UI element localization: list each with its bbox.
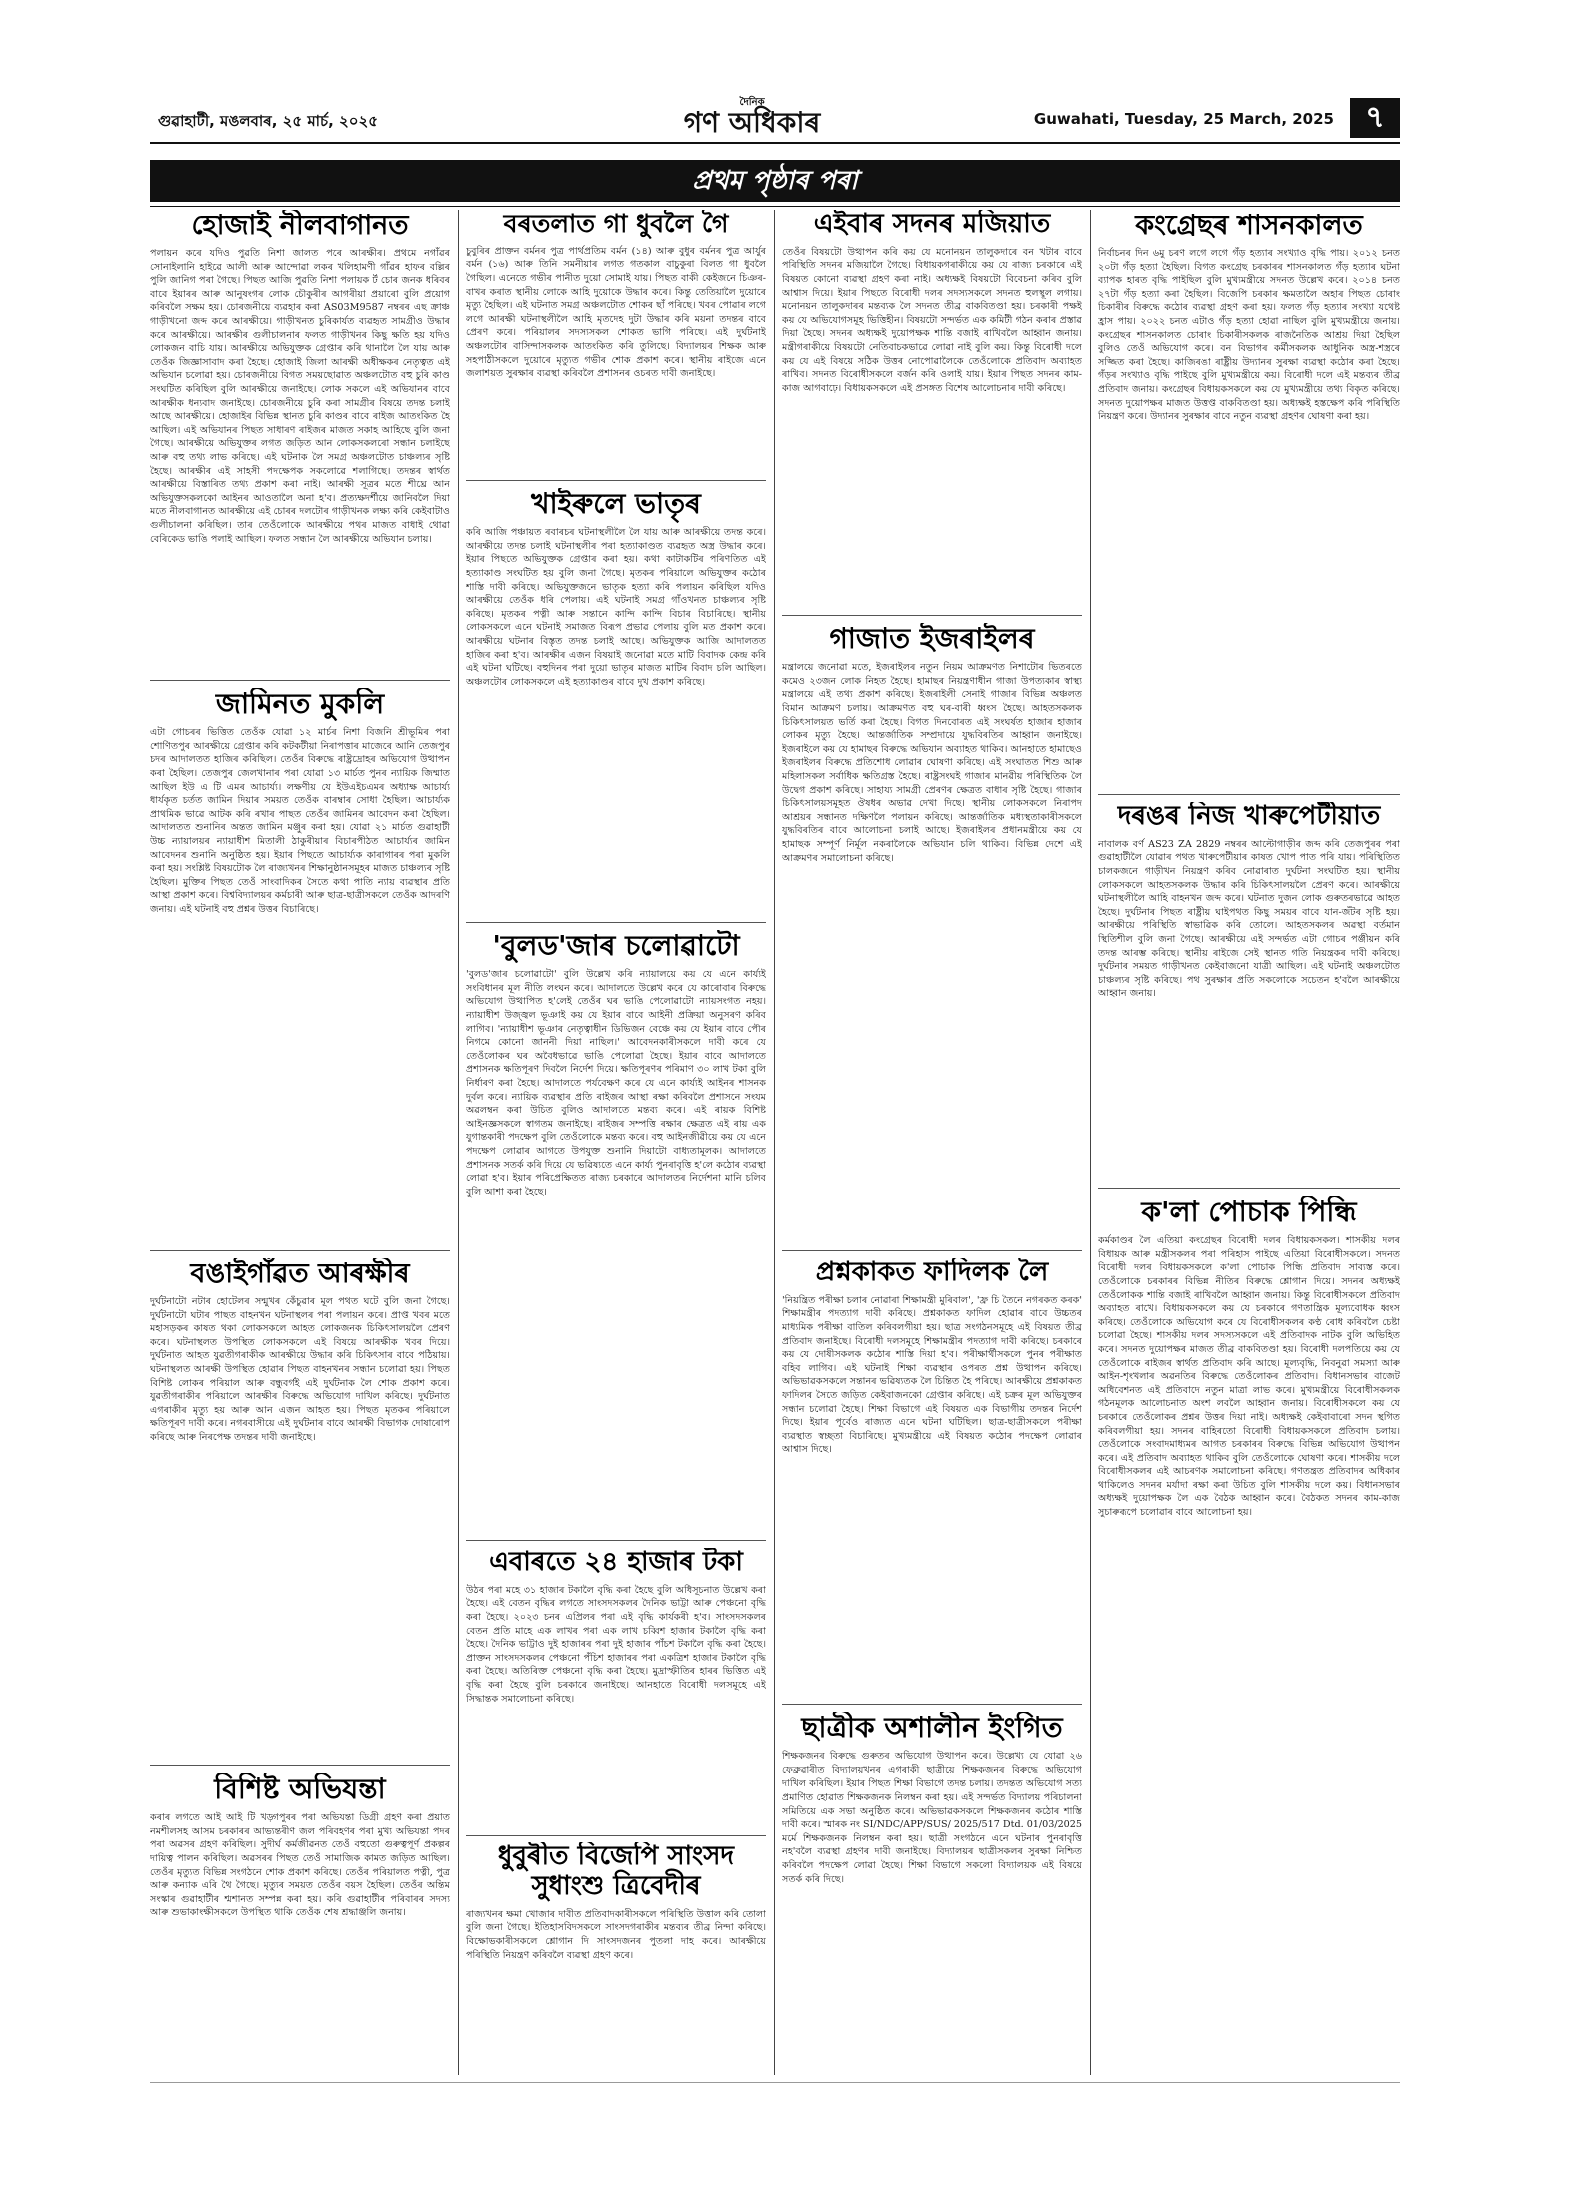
article-engineer	[150, 1773, 450, 2075]
banner-rule	[150, 206, 1400, 207]
story-divider	[466, 1835, 766, 1836]
column-4	[1098, 210, 1400, 2075]
column-1	[150, 210, 450, 2075]
headline: 'বুলড'জাৰ চলোৱাটো	[492, 930, 740, 962]
article-body: তেওঁৰ বিষয়টো উত্থাপন কৰি কয় যে মনোনয়ন তালুকদাৰে বন খটাৰ বাবে পৰিস্থিতি সদনৰ মজিয়ালৈ গৈছে। বিধায়কগৰাকীয়ে কয় যে ৰাজ্য চৰকাৰে এই বিষয়ত কোনো ব্যৱস্থা গ্ৰহণ কৰা নাই। অধ্যক্ষই বিষয়টো বিবেচনা কৰিব বুলি আশ্বাস দিয়ে। ইয়াৰ পিছতে বিৰোধী দলৰ সদস্যসকলে সদনত হুলস্থূল লগায়। মনোনয়ন তালুকদাৰৰ মন্তব্যক লৈ সদনত তীব্ৰ বাকবিতণ্ডা হয়। চৰকাৰী পক্ষই কয় যে অভিযোগসমূহ ভিত্তিহীন। বিষয়টো সন্দৰ্ভত এক কমিটী গঠন কৰাৰ প্ৰস্তাৱ দিয়া হৈছে। সদনৰ অধ্যক্ষই দুয়োপক্ষক শান্তি বজাই ৰাখিবলৈ আহ্বান জনায়। মন্ত্ৰীগৰাকীয়ে বিষয়টো নেতিবাচকভাৱে লোৱা নাই বুলি কয়। কিন্তু বিৰোধী দলে কয় যে এই বিষয়ে সঠিক উত্তৰ নোপোৱালৈকে তেওঁলোকে প্ৰতিবাদ অব্যাহত ৰাখিব। সদনত বিৰোধীসকলে বৰ্জন কৰি ওলাই যায়। ইয়াৰ পিছত সদনৰ কাম-কাজ আগবাঢ়ে। বিধায়কসকলে এই প্ৰসঙ্গত বিশেষ আলোচনাৰ দাবী কৰিছে।	[782, 246, 1082, 394]
article-student	[782, 1712, 1082, 2075]
article-twentyfour	[466, 1548, 766, 1828]
article-jamin	[150, 688, 450, 1244]
story-divider	[1098, 794, 1400, 795]
article-body: কৰাৰ লগতে আই আই টি খড়্গপুৰৰ পৰা অভিযন্তা ডিগ্ৰী গ্ৰহণ কৰা প্ৰয়াত নমশীলসহ আসম চৰকাৰৰ আভ্যন্তৰীণ জল পৰিবহণৰ পৰা মুখ্য অভিযন্তা পদৰ পৰা অৱসৰ গ্ৰহণ কৰিছিল। সুদীৰ্ঘ কৰ্মজীৱনত তেওঁ বহুতো গুৰুত্বপূৰ্ণ প্ৰকল্পৰ দায়িত্ব পালন কৰিছিল। অৱসৰৰ পিছত তেওঁ সামাজিক কামত জড়িত আছিল। তেওঁৰ মৃত্যুত বিভিন্ন সংগঠনে শোক প্ৰকাশ কৰিছে। তেওঁৰ পৰিয়ালত পত্নী, পুত্ৰ আৰু কন্যাক এৰি থৈ গৈছে। মৃত্যুৰ সময়ত তেওঁৰ বয়স হৈছিল। তেওঁৰ অন্তিম সংস্কাৰ গুৱাহাটীৰ শ্মশানত সম্পন্ন কৰা হয়। কৰি গুৱাহাটীৰ পৰিবাৰৰ সদস্য আৰু শুভাকাংক্ষীসকলে উপস্থিত থাকি তেওঁক শেষ শ্ৰদ্ধাঞ্জলি জনায়।	[150, 1812, 450, 1919]
article-bongaigaon	[150, 1258, 450, 1758]
footer-rule	[150, 2082, 1400, 2083]
article-clothes	[1098, 1196, 1400, 2075]
story-divider	[466, 1540, 766, 1541]
header-date-english: Guwahati, Tuesday, 25 March, 2025	[1033, 110, 1334, 128]
header-rule	[150, 142, 1400, 144]
headline: ধুবুৰীত বিজেপি সাংসদ সুধাংশু ত্ৰিবেদীৰ	[497, 1842, 735, 1901]
masthead-title: গণ অধিকাৰ	[683, 106, 821, 139]
article-body: পলায়ন কৰে যদিও পুৱতি নিশা জালত পৰে আৰক্ষীৰ। প্ৰথমে নগাঁৱৰ সোনাইলানি হাইৱে আলী আৰু আন্দোৱা লকৰ খলিহামণী গাঁৱৰ হাফৰ বল্লিৰ পুলি জানিগ পৰা গৈছে। পিছত আজি পুৱতি নিশা পলায়ক ৰ্ট চোৰ জনক ধৰিবৰ বাবে ইয়াৰৰ আৰু আনুষংগৰ লোক চৌকুৰীৰ আগৰীয়া প্ৰয়াৰো বুলি প্ৰয়োগ কৰিবলৈ সক্ষম হয়। চোৰজনীয়ে ব্যৱহাৰ কৰা AS03M9587 নম্বৰৰ এছ ক্ৰাঞ্চ গাড়ীখনো জব্দ কৰে আৰক্ষীয়ে। গাড়ীখনত চুৰিকাৰ্যত ব্যৱহৃত সামগ্ৰীও উদ্ধাৰ কৰে আৰক্ষীয়ে। আৰক্ষীৰ গুলীচালনাৰ ফলত গাড়ীখনৰ কিছু ক্ষতি হয় যদিও লোকজন বাচি যায়। আৰক্ষীয়ে অভিযুক্তক গ্ৰেপ্তাৰ কৰি থানালৈ লৈ যায় আৰু তেওঁক জিজ্ঞাসাবাদ কৰা হৈছে। হোজাই জিলা আৰক্ষী অধীক্ষকৰ নেতৃত্বত এই অভিযান চলোৱা হয়। চোৰজনীয়ে বিগত সময়ছোৱাত অঞ্চলটোত বহু চুৰি কাণ্ড সংঘটিত কৰিছিল বুলি আৰক্ষীয়ে জনাইছে। লোক সকলে এই অভিযানৰ বাবে আৰক্ষীক ধন্যবাদ জনাইছে। চোৰজনীয়ে চুৰি কৰা সামগ্ৰীৰ বিষয়ে তদন্ত চলাই আছে আৰক্ষীয়ে। হোজাইৰ বিভিন্ন স্থানত চুৰি কাণ্ডৰ বাবে ৰাইজ আতংকিত হৈ আছিল। এই অভিযানৰ পিছত সাধাৰণ ৰাইজৰ মাজত সকাহ আহিছে বুলি জনা গৈছে। আৰক্ষীয়ে অভিযুক্তৰ লগত জড়িত আন লোকসকলৰো সন্ধান চলাইছে আৰু বহু তথ্য লাভ কৰিছে। এই ঘটনাক লৈ সমগ্ৰ অঞ্চলটোত চাঞ্চল্যৰ সৃষ্টি হৈছে। আৰক্ষীৰ এই সাহসী পদক্ষেপক সকলোৱে শলাগিছে। তদন্তৰ স্বাৰ্থত আৰক্ষীয়ে বিস্তাৰিত তথ্য প্ৰকাশ কৰা নাই। আৰক্ষী সূত্ৰৰ মতে শীঘ্ৰে আন অভিযুক্তসকলকো আইনৰ আওতালৈ অনা হ'ব। প্ৰত্যক্ষদৰ্শীয়ে জানিবলৈ দিয়া মতে নীলবাগানত আৰক্ষীয়ে এই চোৰৰ দলটোৰ গাড়ীখনক লক্ষ্য কৰি কেইবাটাও গুলীচালনা কৰিছিল। তাৰ তেওঁলোকে আৰক্ষীয়ে পথৰ মাজত বাধাই থোৱা বেৰিকেড ভাঙি পলাই আছিল। ফলত সন্ধান লৈ আৰক্ষীয়ে অভিযান চলায়।	[150, 248, 450, 545]
column-divider	[458, 210, 459, 2075]
story-divider	[150, 680, 450, 681]
headline: জামিনত মুকলি	[215, 688, 385, 720]
headline: এবাৰতে ২৪ হাজাৰ টকা	[489, 1548, 743, 1577]
headline: বঙাইগাঁৱত আৰক্ষীৰ	[190, 1258, 410, 1289]
column-divider	[1090, 210, 1091, 2075]
article-body: 'বুলড'জাৰ চলোৱাটো' বুলি উল্লেখ কৰি ন্যায়ালয়ে কয় যে এনে কাৰ্য্যই সংবিধানৰ মূল নীতি লংঘন কৰে। আদালতে উল্লেখ কৰে যে কাৰোবাৰ বিৰুদ্ধে অভিযোগ উত্থাপিত হ'লেই তেওঁৰ ঘৰ ভাঙি পেলোৱাটো ন্যায়সংগত নহয়। ন্যায়াধীশ উজ্জ্বল ভূঞাই কয় যে ইয়াৰ বাবে আইনী প্ৰক্ৰিয়া অনুসৰণ কৰিব লাগিব। 'ন্যায়াধীশ ভূঞাৰ নেতৃত্বাধীন ডিভিজন বেঞ্চে কয় যে ইয়াৰ বাবে পৌৰ নিগমে কোনো জাননী দিয়া নাছিল।' আবেদনকাৰীসকলে দাবী কৰে যে তেওঁলোকৰ ঘৰ অবৈধভাৱে ভাঙি পেলোৱা হৈছে। ইয়াৰ বাবে আদালতে প্ৰশাসনক ক্ষতিপূৰণ দিবলৈ নিৰ্দেশ দিয়ে। ক্ষতিপূৰণৰ পৰিমাণ ৩০ লাখ টকা বুলি নিৰ্ধাৰণ কৰা হৈছে। আদালতে পৰ্যবেক্ষণ কৰে যে এনে কাৰ্য্যই আইনৰ শাসনক দুৰ্বল কৰে। ন্যায়িক ব্যৱস্থাৰ প্ৰতি ৰাইজৰ আস্থা ৰক্ষা কৰিবলৈ প্ৰশাসনে সংযম অৱলম্বন কৰা উচিত বুলিও আদালতে মন্তব্য কৰে। এই ৰায়ক বিশিষ্ট আইনজ্ঞসকলে স্বাগতম জনাইছে। ৰাইজৰ সম্পত্তি ৰক্ষাৰ ক্ষেত্ৰত এই ৰায় এক যুগান্তকাৰী পদক্ষেপ বুলি তেওঁলোকে মন্তব্য কৰে। বহু আইনজীৱীয়ে কয় যে এনে পদক্ষেপ লোৱাৰ আগতে উপযুক্ত শুনানি দিয়াটো বাধ্যতামূলক। আদালতে প্ৰশাসনক সতৰ্ক কৰি দিয়ে যে ভৱিষ্যতে এনে কাৰ্য্য পুনৰাবৃত্তি হ'লে কঠোৰ ব্যৱস্থা লোৱা হ'ব। ইয়াৰ পৰিপ্ৰেক্ষিতত ৰাজ্য চৰকাৰে আদালতৰ নিৰ্দেশনা মানি চলিব বুলি আশা কৰা হৈছে।	[466, 969, 766, 1198]
headline: গাজাত ইজৰাইলৰ	[829, 623, 1035, 655]
header-date-assamese: গুৱাহাটী, মঙলবাৰ, ২৫ মাৰ্চ, ২০২৫	[158, 112, 379, 130]
masthead	[642, 98, 862, 140]
article-body: নিৰ্বাচনৰ দিন ৬মু চৰণ লগে লগে গঁড় হত্যাৰ সংখ্যাও বৃদ্ধি পায়। ২০১২ চনত ২০টা গঁড় হত্যা হৈছিল। বিগত কংগ্ৰেছ চৰকাৰৰ শাসনকালত গঁড় হত্যাৰ ঘটনা ব্যাপক হাৰত বৃদ্ধি পাইছিল বুলি মুখ্যমন্ত্ৰীয়ে সদনত উল্লেখ কৰে। ২০১৪ চনত ২৭টা গঁড় হত্যা কৰা হৈছিল। বিজেপি চৰকাৰ ক্ষমতালৈ অহাৰ পিছত চোৰাং চিকাৰীৰ বিৰুদ্ধে কঠোৰ ব্যৱস্থা গ্ৰহণ কৰা হয়। ফলত গঁড় হত্যাৰ সংখ্যা যথেষ্ট হ্ৰাস পায়। ২০২২ চনত এটাও গঁড় হত্যা হোৱা নাছিল বুলি মুখ্যমন্ত্ৰীয়ে জনায়। কংগ্ৰেছৰ শাসনকালত চোৰাং চিকাৰীসকলক ৰাজনৈতিক আশ্ৰয় দিয়া হৈছিল বুলিও তেওঁ অভিযোগ কৰে। বন বিভাগৰ কৰ্মীসকলক আধুনিক অস্ত্ৰ-শস্ত্ৰৰে সজ্জিত কৰা হৈছে। কাজিৰঙা ৰাষ্ট্ৰীয় উদ্যানৰ সুৰক্ষা ব্যৱস্থা কঠোৰ কৰা হৈছে। গঁড়ৰ সংখ্যাও বৃদ্ধি পাইছে বুলি মুখ্যমন্ত্ৰীয়ে কয়। বিৰোধী দলে এই মন্তব্যৰ তীব্ৰ প্ৰতিবাদ জনায়। কংগ্ৰেছৰ বিধায়কসকলে কয় যে মুখ্যমন্ত্ৰীয়ে তথ্য বিকৃত কৰিছে। সদনত দুয়োপক্ষৰ মাজত উত্তপ্ত বাকবিতণ্ডা হয়। অধ্যক্ষই হস্তক্ষেপ কৰি পৰিস্থিতি নিয়ন্ত্ৰণ কৰে। উদ্যানৰ সুৰক্ষাৰ বাবে নতুন ব্যৱস্থা গ্ৰহণৰ ঘোষণা কৰা হয়।	[1098, 248, 1400, 423]
column-divider	[774, 210, 775, 2075]
article-dhubri	[466, 1842, 766, 2075]
headline: দৰঙৰ নিজ খাৰুপেটীয়াত	[1117, 802, 1381, 831]
headline: প্ৰশ্নকাকত ফাদিলক লৈ	[815, 1258, 1049, 1287]
article-body: এটা গোচৰৰ ভিত্তিত তেওঁক যোৱা ১২ মাৰ্চৰ নিশা বিজনি শ্ৰীভূমিৰ পৰা শোণিতপুৰ আৰক্ষীয়ে গ্ৰেপ্তাৰ কৰি কটকটীয়া নিৰাপত্তাৰ মাজেৰে আনি তেজপুৰ চদৰ আদালতত হাজিৰ কৰিছিল। তেওঁৰ বিৰুদ্ধে ৰাষ্ট্ৰদ্ৰোহৰ অভিযোগ উত্থাপন কৰা হৈছিল। তেজপুৰ জেলখানাৰ পৰা যোৱা ১৩ মাৰ্চত পুনৰ ন্যায়িক জিম্মাত আছিল ইউ এ টি এমৰ আচাৰ্য্য। লক্ষণীয় যে ইউএইচএমৰ অধ্যাক্ষ আচাৰ্য্য ধাৰ্যকৃত চৰ্তত জামিন দিয়াৰ সময়ত তেওঁক বাৰম্বাৰ সোধা হৈছিল। আচাৰ্য্যক প্ৰাথমিক ভাৱে আটক কৰি ৰখাৰ পাছত তেওঁৰ জামিনৰ আবেদন কৰা হৈছিল। আদালতত শুনানিৰ অন্তত জামিন মঞ্জুৰ কৰা হয়। যোৱা ২১ মাৰ্চত গুৱাহাটী উচ্চ ন্যায়ালয়ৰ ন্যায়াধীশ মিতালী ঠাকুৰীয়াৰ বিচাৰপীঠত আচাৰ্য্যৰ জামিন আবেদনৰ শুনানি অনুষ্ঠিত হয়। ইয়াৰ পিছতে আচাৰ্য্যক কাৰাগাৰৰ পৰা মুকলি কৰা হয়। সংশ্লিষ্ট বিষয়টোক লৈ ৰাজ্যখনৰ শিক্ষানুষ্ঠানসমূহৰ মাজত চাঞ্চল্যৰ সৃষ্টি হৈছিল। মুক্তিৰ পিছত তেওঁ সাংবাদিকৰ সৈতে কথা পাতি ন্যায় ব্যৱস্থাৰ প্ৰতি আস্থা প্ৰকাশ কৰে। বিশ্ববিদ্যালয়ৰ কৰ্মচাৰী আৰু ছাত্ৰ-ছাত্ৰীসকলে তেওঁক আদৰণি জনায়। এই ঘটনাই বহু প্ৰশ্নৰ উত্তৰ বিচাৰিছে।	[150, 727, 450, 915]
story-divider	[150, 1250, 450, 1251]
article-body: উঠৰ পৰা মহে ৩১ হাজাৰ টকালৈ বৃদ্ধি কৰা হৈছে বুলি অধিসূচনাত উল্লেখ কৰা হৈছে। এই বেতন বৃদ্ধিৰ লগতে সাংসদসকলৰ দৈনিক ভাট্টা আৰু পেঞ্চনো বৃদ্ধি কৰা হৈছে। ২০২৩ চনৰ এপ্ৰিলৰ পৰা এই বৃদ্ধি কাৰ্যকৰী হ'ব। সাংসদসকলৰ বেতন প্ৰতি মাহে এক লাখৰ পৰা এক লাখ চব্বিশ হাজাৰ টকালৈ বৃদ্ধি কৰা হৈছে। দৈনিক ভাট্টাও দুই হাজাৰৰ পৰা দুই হাজাৰ পাঁচশ টকালৈ বৃদ্ধি কৰা হৈছে। প্ৰাক্তন সাংসদসকলৰ পেঞ্চনো পঁচিশ হাজাৰৰ পৰা একত্ৰিশ হাজাৰ টকালৈ বৃদ্ধি কৰা হৈছে। অতিৰিক্ত পেঞ্চনো বৃদ্ধি কৰা হৈছে। মুদ্ৰাস্ফীতিৰ হাৰৰ ভিত্তিত এই বৃদ্ধি কৰা হৈছে বুলি চৰকাৰে জনাইছে। আনহাতে বিৰোধী দলসমূহে এই সিদ্ধান্তক সমালোচনা কৰিছে।	[466, 1584, 766, 1705]
article-columns	[150, 210, 1400, 2075]
article-gajat	[782, 623, 1082, 1245]
page-number: ৭	[1350, 98, 1400, 138]
headline: ছাত্ৰীক অশালীন ইংগিত	[801, 1712, 1063, 1744]
story-divider	[466, 480, 766, 481]
article-barlal	[466, 210, 766, 475]
article-body: দুৰ্ঘটনাটো নটাৰ হোটেলৰ সন্মুখৰ কেঁচুৱাৰ মূল পথত ঘটে বুলি জনা গৈছে। দুৰ্ঘটনাটো ঘটাৰ পাছত বাহনখন ঘটনাস্থলৰ পৰা পলায়ন কৰে। প্ৰাপ্ত খবৰ মতে মহাসড়কৰ কাষত থকা লোকসকলে আহত লোকজনক চিকিৎসালয়লৈ প্ৰেৰণ কৰে। ঘটনাস্থলত উপস্থিত লোকসকলে এই বিষয়ে আৰক্ষীক খবৰ দিয়ে। দুৰ্ঘটনাত আহত যুৱতীগৰাকীক আৰক্ষীয়ে উদ্ধাৰ কৰি চিকিৎসাৰ বাবে পঠিয়ায়। ঘটনাস্থলত আৰক্ষী উপস্থিত হোৱাৰ পিছত বাহনখনৰ সন্ধান চলোৱা হয়। পিছত বিশিষ্ট লোকৰ পৰিয়াল আৰু বন্ধুবৰ্গই এই দুৰ্ঘটনাক লৈ শোক প্ৰকাশ কৰে। যুৱতীগৰাকীৰ পৰিয়ালে আৰক্ষীৰ বিৰুদ্ধে অভিযোগ দাখিল কৰিছে। দুৰ্ঘটনাত এগৰাকীৰ মৃত্যু হয় আৰু আন এজন আহত হয়। পিছত মৃতকৰ পৰিয়ালে ক্ষতিপূৰণ দাবী কৰে। নগৰবাসীয়ে এই দুৰ্ঘটনাৰ বাবে আৰক্ষী বিভাগক দোষাৰোপ কৰিছে আৰু নিৰপেক্ষ তদন্তৰ দাবী জনাইছে।	[150, 1296, 450, 1443]
article-body: মন্ত্ৰালয়ে জনোৱা মতে, ইজৰাইলৰ নতুন নিয়ম আক্ৰমণত নিশাটোৰ ভিতৰতে কমেও ২৩জন লোক নিহত হৈছে। হামাছৰ নিয়ন্ত্ৰণাধীন গাজা উপত্যকাৰ স্বাস্থ্য মন্ত্ৰালয়ে এই তথ্য প্ৰকাশ কৰিছে। ইজৰাইলী সেনাই গাজাৰ বিভিন্ন অঞ্চলত বিমান আক্ৰমণ চলায়। আক্ৰমণত বহু ঘৰ-বাৰী ধ্বংস হৈছে। আহতসকলক চিকিৎসালয়ত ভৰ্তি কৰা হৈছে। বিগত দিনবোৰত এই সংঘৰ্ষত হাজাৰ হাজাৰ লোকৰ মৃত্যু হৈছে। আন্তৰ্জাতিক সম্প্ৰদায়ে যুদ্ধবিৰতিৰ আহ্বান জনাইছে। ইজৰাইলে কয় যে হামাছৰ বিৰুদ্ধে অভিযান অব্যাহত থাকিব। আনহাতে হামাছেও ইজৰাইলৰ বিৰুদ্ধে প্ৰতিশোধ লোৱাৰ ঘোষণা কৰিছে। এই সংঘাতত শিশু আৰু মহিলাসকল সৰ্বাধিক ক্ষতিগ্ৰস্ত হৈছে। ৰাষ্ট্ৰসংঘই গাজাৰ মানৱীয় পৰিস্থিতিক লৈ উদ্বেগ প্ৰকাশ কৰিছে। সাহায্য সামগ্ৰী প্ৰেৰণৰ ক্ষেত্ৰত বাধাৰ সৃষ্টি হৈছে। গাজাৰ চিকিৎসালয়সমূহত ঔষধৰ অভাৱ দেখা দিছে। স্থানীয় লোকসকলে নিৰাপদ আশ্ৰয়ৰ সন্ধানত দক্ষিণলৈ পলায়ন কৰিছে। আন্তৰ্জাতিক মধ্যস্থতাকাৰীসকলে যুদ্ধবিৰতিৰ বাবে আলোচনা চলাই আছে। ইজৰাইলৰ প্ৰধানমন্ত্ৰীয়ে কয় যে হামাছক সম্পূৰ্ণ নিৰ্মূল নকৰালৈকে অভিযান চলি থাকিব। বিভিন্ন দেশে এই আক্ৰমণৰ সমালোচনা কৰিছে।	[782, 662, 1082, 864]
article-congress	[1098, 210, 1400, 788]
article-body: নাবালক বৰ্ণ AS23 ZA 2829 নম্বৰৰ আল্টোগাড়ীৰ জব্দ কৰি তেজপুৰৰ পৰা গুৱাহাটীলৈ যোৱাৰ পথত খাৰুপেটীয়াৰ কাষত খোপ পাত পৰি যায়। পৰিস্থিতিত চালকজনে গাড়ীখন নিয়ন্ত্ৰণ কৰিব নোৱাৰাত দুৰ্ঘটনা সংঘটিত হয়। স্থানীয় লোকসকলে আহতসকলক উদ্ধাৰ কৰি চিকিৎসালয়লৈ প্ৰেৰণ কৰে। আৰক্ষীয়ে ঘটনাস্থলীলৈ আহি বাহনখন জব্দ কৰে। ঘটনাত দুজন লোক গুৰুতৰভাৱে আহত হৈছে। দুৰ্ঘটনাৰ পিছত ৰাষ্ট্ৰীয় ঘাইপথত কিছু সময়ৰ বাবে যান-জঁটৰ সৃষ্টি হয়। আৰক্ষীয়ে পৰিস্থিতি স্বাভাৱিক কৰি তোলে। আহতসকলৰ অৱস্থা বৰ্তমান স্থিতিশীল বুলি জনা গৈছে। আৰক্ষীয়ে এই সন্দৰ্ভত এটা গোচৰ পঞ্জীয়ন কৰি তদন্ত আৰম্ভ কৰিছে। স্থানীয় ৰাইজে সেই স্থানত গতি নিয়ন্ত্ৰকৰ দাবী কৰিছে। দুৰ্ঘটনাৰ সময়ত গাড়ীখনত কেইবাজনো যাত্ৰী আছিল। এই ঘটনাই অঞ্চলটোত চাঞ্চল্যৰ সৃষ্টি কৰিছে। পথ সুৰক্ষাৰ প্ৰতি সকলোকে সচেতন হ'বলৈ আৰক্ষীয়ে আহ্বান জনায়।	[1098, 838, 1400, 1000]
column-3	[782, 210, 1082, 2075]
article-hojai	[150, 210, 450, 675]
story-divider	[466, 922, 766, 923]
article-bulldozer	[466, 930, 766, 1535]
headline: বিশিষ্ট অভিযন্তা	[214, 1773, 386, 1805]
article-body: ৰাজ্যখনৰ ক্ষমা খোজাৰ দাবীত প্ৰতিবাদকাৰীসকলে পৰিস্থিতি উত্তাল কৰি তোলা বুলি জনা গৈছে। ইতিহাসবিদসকলে সাংসদগৰাকীৰ মন্তব্যৰ তীব্ৰ নিন্দা কৰিছে। বিক্ষোভকাৰীসকলে শ্লোগান দি সাংসদজনৰ পুতলা দাহ কৰে। আৰক্ষীয়ে পৰিস্থিতি নিয়ন্ত্ৰণ কৰিবলৈ ব্যৱস্থা গ্ৰহণ কৰে।	[466, 1908, 766, 1961]
headline: কংগ্ৰেছৰ শাসনকালত	[1135, 210, 1363, 241]
article-body: শিক্ষকজনৰ বিৰুদ্ধে গুৰুতৰ অভিযোগ উত্থাপন কৰে। উল্লেখ্য যে যোৱা ২৬ ফেব্ৰুৱাৰীত বিদ্যালয়খনৰ এগৰাকী ছাত্ৰীয়ে শিক্ষকজনৰ বিৰুদ্ধে অভিযোগ দাখিল কৰিছিল। ইয়াৰ পিছত শিক্ষা বিভাগে তদন্ত চলায়। তদন্তত অভিযোগ সত্য প্ৰমাণিত হোৱাত শিক্ষকজনক নিলম্বন কৰা হয়। এই সন্দৰ্ভত বিদ্যালয় পৰিচালনা সমিতিয়ে এক সভা অনুষ্ঠিত কৰে। অভিভাৱকসকলে শিক্ষকজনৰ কঠোৰ শাস্তি দাবী কৰে। স্মাৰক নং SI/NDC/APP/SUS/ 2025/517 Dtd. 01/03/2025 মৰ্মে শিক্ষকজনক নিলম্বন কৰা হয়। ছাত্ৰী সংগঠনে এনে ঘটনাৰ পুনৰাবৃত্তি নহ'বলৈ ব্যৱস্থা গ্ৰহণৰ দাবী জনাইছে। বিদ্যালয়ৰ ছাত্ৰীসকলৰ সুৰক্ষা নিশ্চিত কৰিবলৈ পদক্ষেপ লোৱা হৈছে। শিক্ষা বিভাগে সকলো বিদ্যালয়ক এই বিষয়ে সতৰ্ক কৰি দিছে।	[782, 1751, 1082, 1885]
article-khairule	[466, 488, 766, 916]
page-header	[150, 98, 1400, 150]
article-question	[782, 1258, 1082, 1698]
story-divider	[782, 1704, 1082, 1705]
column-2	[466, 210, 766, 2075]
story-divider	[1098, 1188, 1400, 1189]
article-body: কৰি আজি পঞ্চায়ত ৰবাৰচৰ ঘটনাস্থলীলৈ লৈ যায় আৰু আৰক্ষীয়ে তদন্ত কৰে। আৰক্ষীয়ে তদন্ত চলাই ঘটনাস্থলীৰ পৰা হত্যাকাণ্ডত ব্যৱহৃত অস্ত্ৰ উদ্ধাৰ কৰে। ইয়াৰ পিছতে অভিযুক্তক গ্ৰেপ্তাৰ কৰা হয়। কথা কাটাকটিৰ পৰিণতিত এই হত্যাকাণ্ড সংঘটিত হয় বুলি জনা গৈছে। মৃতকৰ পৰিয়ালে অভিযুক্তৰ কঠোৰ শাস্তি দাবী কৰিছে। অভিযুক্তজনে ভাতৃক হত্যা কৰি পলায়ন কৰিছিল যদিও আৰক্ষীয়ে তেওঁক ধৰি পেলায়। এই ঘটনাই সমগ্ৰ গাঁওখনত চাঞ্চল্যৰ সৃষ্টি কৰিছে। মৃতকৰ পত্নী আৰু সন্তানে কান্দি কান্দি বিচাৰ বিচাৰিছে। স্থানীয় লোকসকলে এনে ঘটনাই সমাজত বিৰূপ প্ৰভাৱ পেলায় বুলি মত প্ৰকাশ কৰে। আৰক্ষীয়ে ঘটনাৰ বিস্তৃত তদন্ত চলাই আছে। অভিযুক্তক আজি আদালতত হাজিৰ কৰা হ'ব। আৰক্ষীৰ এজন বিষয়াই জনোৱা মতে মাটি বিবাদক কেন্দ্ৰ কৰি এই ঘটনা ঘটিছে। বহুদিনৰ পৰা দুয়ো ভাতৃৰ মাজত মাটিৰ বিবাদ চলি আছিল। অঞ্চলটোৰ লোকসকলে এই হত্যাকাণ্ডৰ বাবে দুখ প্ৰকাশ কৰিছে।	[466, 527, 766, 688]
headline: বৰতলাত গা ধুবলৈ গৈ	[503, 210, 729, 238]
story-divider	[782, 615, 1082, 616]
headline: হোজাই নীলবাগানত	[191, 210, 409, 241]
article-body: কৰ্মকাণ্ডৰ লৈ এতিয়া কংগ্ৰেছৰ বিৰোধী দলৰ বিধায়কসকল। শাসকীয় দলৰ বিধায়ক আৰু মন্ত্ৰীসকলৰ পৰা পৰিহাস পাইছে এতিয়া বিৰোধীসকলে। সদনত বিৰোধী দলৰ বিধায়কসকলে ক'লা পোচাক পিন্ধি প্ৰতিবাদ সাব্যস্ত কৰে। তেওঁলোকে চৰকাৰৰ বিভিন্ন নীতিৰ বিৰুদ্ধে শ্লোগান দিয়ে। সদনৰ অধ্যক্ষই তেওঁলোকক শান্তি বজাই ৰাখিবলৈ আহ্বান জনায়। কিন্তু বিৰোধীসকলে প্ৰতিবাদ অব্যাহত ৰাখে। বিধায়কসকলে কয় যে চৰকাৰে গণতান্ত্ৰিক মূল্যবোধক ধ্বংস কৰিছে। তেওঁলোকে অভিযোগ কৰে যে বিৰোধীসকলৰ কণ্ঠ ৰোধ কৰিবলৈ চেষ্টা চলোৱা হৈছে। শাসকীয় দলৰ সদস্যসকলে এই প্ৰতিবাদক নাটক বুলি অভিহিত কৰে। সদনত দুয়োপক্ষৰ মাজত তীব্ৰ বাকবিতণ্ডা হয়। বিৰোধী দলপতিয়ে কয় যে তেওঁলোকে ৰাইজৰ স্বাৰ্থত প্ৰতিবাদ কৰি আছে। মূল্যবৃদ্ধি, নিবনুৱা সমস্যা আৰু আইন-শৃংখলাৰ অৱনতিৰ বিৰুদ্ধে তেওঁলোকৰ প্ৰতিবাদ। বিধানসভাৰ বাজেট অধিবেশনত এই প্ৰতিবাদে নতুন মাত্ৰা লাভ কৰে। মুখ্যমন্ত্ৰীয়ে বিৰোধীসকলক গঠনমূলক আলোচনাত অংশ লবলৈ আহ্বান জনায়। বিৰোধীসকলে কয় যে চৰকাৰে তেওঁলোকৰ প্ৰশ্নৰ উত্তৰ দিয়া নাই। অধ্যক্ষই কেইবাবাৰো সদন স্থগিত কৰিবলগীয়া হয়। সদনৰ বাহিৰতো বিৰোধী বিধায়কসকলে প্ৰতিবাদ চলায়। তেওঁলোকে সংবাদমাধ্যমৰ আগত চৰকাৰৰ বিৰুদ্ধে বিভিন্ন অভিযোগ উত্থাপন কৰে। এই প্ৰতিবাদ অব্যাহত থাকিব বুলি তেওঁলোকে ঘোষণা কৰে। শাসকীয় দলে বিৰোধীসকলৰ এই আচৰণক সমালোচনা কৰিছে। গণতন্ত্ৰত প্ৰতিবাদৰ অধিকাৰ থাকিলেও সদনৰ মৰ্যাদা ৰক্ষা কৰা উচিত বুলি শাসকীয় দলে কয়। বিধানসভাৰ অধ্যক্ষই দুয়োপক্ষক লৈ এক বৈঠক আহ্বান কৰে। বৈঠকত সদনৰ কাম-কাজ সুচাৰুৰূপে চলোৱাৰ বাবে আলোচনা হয়।	[1098, 1235, 1400, 1519]
story-divider	[782, 1250, 1082, 1251]
masthead-tagline: দৈনিক	[739, 97, 765, 108]
section-banner: প্ৰথম পৃষ্ঠাৰ পৰা	[150, 160, 1400, 202]
article-body: 'নিয়ন্ত্ৰিত পৰীক্ষা চলাৰ নোৱাৰা শিক্ষামন্ত্ৰী মুৰিবাল', 'ফ্ৰ চি তৈনে নগৰকত কৰক' শিক্ষামন্ত্ৰীৰ পদত্যাগ দাবী কৰিছে। প্ৰশ্নকাকত ফাদিল হোৱাৰ বাবে উচ্চতৰ মাধ্যমিক পৰীক্ষা বাতিল কৰিবলগীয়া হয়। ছাত্ৰ সংগঠনসমূহে এই বিষয়ত তীব্ৰ প্ৰতিবাদ জনাইছে। বিৰোধী দলসমূহে শিক্ষামন্ত্ৰীৰ পদত্যাগ দাবী কৰিছে। চৰকাৰে কয় যে দোষীসকলক কঠোৰ শাস্তি দিয়া হ'ব। পৰীক্ষাৰ্থীসকলে পুনৰ পৰীক্ষাত বহিব লাগিব। এই ঘটনাই শিক্ষা ব্যৱস্থাৰ ওপৰত প্ৰশ্ন উত্থাপন কৰিছে। অভিভাৱকসকলে সন্তানৰ ভৱিষ্যতক লৈ চিন্তিত হৈ পৰিছে। আৰক্ষীয়ে প্ৰশ্নকাকত ফাদিলৰ সৈতে জড়িত কেইবাজনকো গ্ৰেপ্তাৰ কৰিছে। এই চক্ৰৰ মূল অভিযুক্তৰ সন্ধান চলোৱা হৈছে। শিক্ষা বিভাগে এই বিষয়ত এক বিভাগীয় তদন্তৰ নিৰ্দেশ দিছে। ইয়াৰ পূৰ্বেও ৰাজ্যত এনে ঘটনা ঘটিছিল। ছাত্ৰ-ছাত্ৰীসকলে পৰীক্ষা ব্যৱস্থাত স্বচ্ছতা বিচাৰিছে। মুখ্যমন্ত্ৰীয়ে এই বিষয়ত কঠোৰ পদক্ষেপ লোৱাৰ আশ্বাস দিছে।	[782, 1294, 1082, 1456]
article-this-time	[782, 210, 1082, 610]
article-darang	[1098, 802, 1400, 1182]
story-divider	[150, 1765, 450, 1766]
headline: খাইৰুলে ভাতৃৰ	[531, 488, 701, 520]
article-body: চুবুৰিৰ প্ৰাক্তন বৰ্মনৰ পুত্ৰ পাৰ্থপ্ৰতিম বৰ্মন (১৪) আৰু বুধুৰ বৰ্মনৰ পুত্ৰ আৰ্যুৰ বৰ্মন (১৬) আৰু তিনি সমনীয়াৰ লগত গতকাল বাচুকুৰা বিলত গা ধুবলৈ গৈছিল। এনেতে গভীৰ পানীত দুয়ো সোমাই যায়। পিছত বাকী কেইজনে চিঞৰ-বাখৰ কৰাত স্থানীয় লোকে আহি দুয়োকে উদ্ধাৰ কৰে। কিন্তু তেতিয়ালৈ দুয়োৰে মৃত্যু হৈছিল। এই ঘটনাত সমগ্ৰ অঞ্চলটোত শোকৰ ছাঁ পৰিছে। খবৰ পোৱাৰ লগে লগে আৰক্ষী ঘটনাস্থলীলৈ আহি মৃতদেহ দুটা উদ্ধাৰ কৰি ময়না তদন্তৰ বাবে প্ৰেৰণ কৰে। পৰিয়ালৰ সদস্যসকল শোকত ভাগি পৰিছে। এই দুৰ্ঘটনাই অঞ্চলটোৰ বাসিন্দাসকলক আতংকিত কৰি তুলিছে। বিদ্যালয়ৰ শিক্ষক আৰু সহপাঠীসকলে দুয়োৰে মৃত্যুত গভীৰ শোক প্ৰকাশ কৰে। স্থানীয় ৰাইজে এনে জলাশয়ত সুৰক্ষাৰ ব্যৱস্থা কৰিবলৈ প্ৰশাসনৰ ওচৰত দাবী জনাইছে।	[466, 245, 766, 380]
headline: এইবাৰ সদনৰ মজিয়াত	[813, 210, 1051, 239]
headline: ক'লা পোচাক পিন্ধি	[1141, 1196, 1357, 1228]
